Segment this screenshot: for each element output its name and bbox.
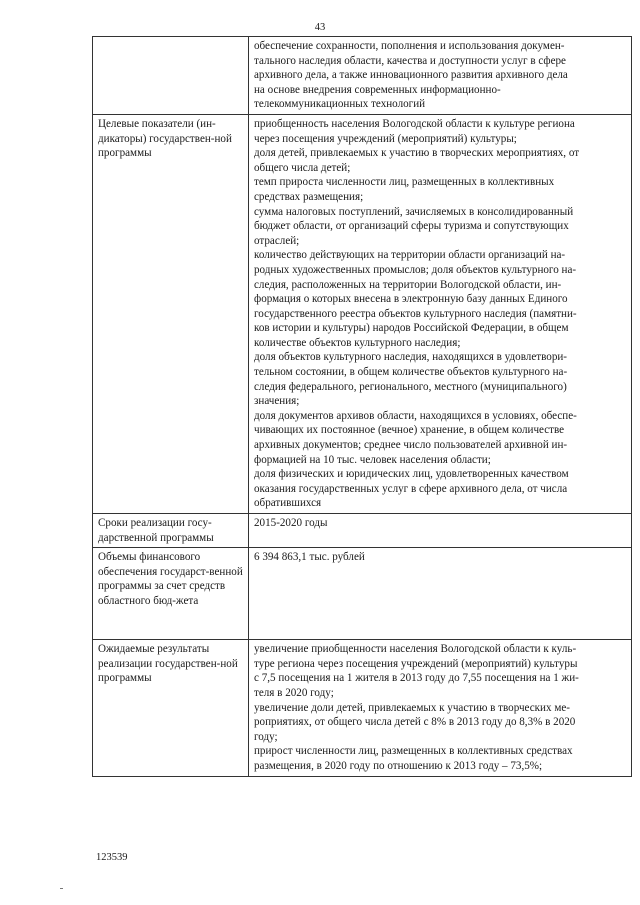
text-line: доля объектов культурного наследия, находящихся в удовлетвори- xyxy=(254,351,568,364)
row-label: Сроки реализации госу-дарственной программы xyxy=(93,514,249,548)
text-line: обратившихся xyxy=(254,497,322,510)
text-line: 2015-2020 годы xyxy=(254,517,328,529)
text-line: увеличение доли детей, привлекаемых к участию в творческих ме- xyxy=(254,701,570,714)
text-line: ков истории и культуры) народов Российской Федерации, в общем xyxy=(254,322,569,335)
text-line: общего числа детей; xyxy=(254,161,351,174)
text-line: тального наследия области, качества и доступности услуг в сфере xyxy=(254,54,566,67)
program-passport-table xyxy=(92,36,632,777)
table-row xyxy=(93,114,632,513)
text-line: средствах размещения; xyxy=(254,190,364,203)
row-label xyxy=(93,37,249,115)
text-line: прирост численности лиц, размещенных в коллективных средствах xyxy=(254,745,573,758)
text-line: родных художественных промыслов; доля объектов культурного на- xyxy=(254,263,577,276)
text-line: сумма налоговых поступлений, зачисляемых в консолидированный xyxy=(254,205,574,218)
text-line: значения; xyxy=(254,395,300,408)
text-line: государственного реестра объектов культурного наследия (памятни- xyxy=(254,307,577,320)
text-line: 6 394 863,1 тыс. рублей xyxy=(254,551,365,564)
text-line: количестве объектов культурного наследия; xyxy=(254,336,461,349)
row-label: Объемы финансового обеспечения государст-венной программы за счет средств областного бюд-жета xyxy=(93,548,249,640)
text-line: обеспечение сохранности, пополнения и использования докумен- xyxy=(254,40,565,52)
text-line: следия федерального, регионального, местного (муниципального) xyxy=(254,380,567,393)
table-row xyxy=(93,548,632,640)
text-line: формацией на 10 тыс. человек населения области; xyxy=(254,453,491,466)
scan-mark xyxy=(60,888,63,889)
text-line: архивного дела, а также инновационного развития архивного дела xyxy=(254,69,568,82)
text-line: формация о которых внесена в электронную базу данных Единого xyxy=(254,293,568,306)
text-line: размещения, в 2020 году по отношению к 2013 году – 73,5%; xyxy=(254,759,543,772)
text-line: на основе внедрения современных информационно- xyxy=(254,83,501,96)
text-line: с 7,5 посещения на 1 жителя в 2013 году до 7,55 посещения на 1 жи- xyxy=(254,672,579,685)
row-value xyxy=(249,37,632,115)
text-line: теля в 2020 году; xyxy=(254,686,334,699)
text-line: доля документов архивов области, находящихся в условиях, обеспе- xyxy=(254,409,577,422)
text-line: доля физических и юридических лиц, удовлетворенных качеством xyxy=(254,468,569,481)
text-line: тельном состоянии, в общем количестве объектов культурного на- xyxy=(254,366,568,379)
text-line: количество действующих на территории области организаций на- xyxy=(254,249,566,262)
row-label: Целевые показатели (ин-дикаторы) государствен-ной программы xyxy=(93,114,249,513)
text-line: следия, расположенных на территории Вологодской области, ин- xyxy=(254,278,562,291)
text-line: чивающих их постоянное (вечное) хранение, в общем количестве xyxy=(254,424,565,437)
row-value xyxy=(249,640,632,776)
text-line: телекоммуникационных технологий xyxy=(254,98,426,111)
text-line: роприятиях, от общего числа детей с 8% в 2013 году до 8,3% в 2020 xyxy=(254,716,576,729)
text-line: через посещения учреждений (мероприятий) культуры; xyxy=(254,132,517,145)
table-row xyxy=(93,37,632,115)
page-number: 43 xyxy=(314,22,326,33)
text-line: доля детей, привлекаемых к участию в творческих мероприятиях, от xyxy=(254,147,580,160)
text-line: бюджет области, от организаций сферы туризма и сопутствующих xyxy=(254,220,569,233)
table-row xyxy=(93,640,632,776)
text-line: году; xyxy=(254,730,278,743)
table-row xyxy=(93,514,632,548)
text-line: приобщенность населения Вологодской области к культуре региона xyxy=(254,117,575,130)
text-line: архивных документов; среднее число пользователей архивной ин- xyxy=(254,439,568,452)
row-value xyxy=(249,114,632,513)
text-line: темп прироста численности лиц, размещенных в коллективных xyxy=(254,176,555,189)
text-line: увеличение приобщенности населения Вологодской области к куль- xyxy=(254,643,577,656)
document-code: 123539 xyxy=(96,852,128,863)
text-line: оказания государственных услуг в сфере архивного дела, от числа xyxy=(254,482,568,495)
text-line: туре региона через посещения учреждений (мероприятий) культуры xyxy=(254,657,578,670)
row-label: Ожидаемые результаты реализации государствен-ной программы xyxy=(93,640,249,776)
row-value xyxy=(249,548,632,640)
row-value xyxy=(249,514,632,548)
text-line: отраслей; xyxy=(254,234,300,247)
